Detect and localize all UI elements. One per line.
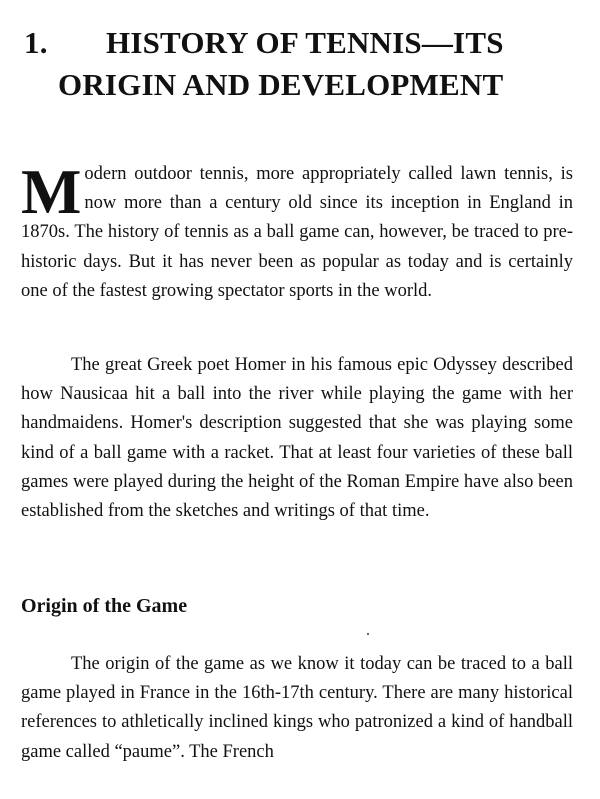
chapter-title bbox=[24, 22, 584, 106]
paragraph-2: The great Greek poet Homer in his famous epic Odyssey described how Nausicaa hit a ball into the river while playing the game with her handmaidens. Homer's description suggested that she was playing some kind of a ball game with a racket. That at least four varieties of these ball games were played during the height of the Roman Empire have also been established from the sketches and writings of that time. bbox=[21, 355, 573, 522]
paragraph-1-text: odern outdoor tennis, more appropriately called lawn tennis, is now more than a century old since its inception in England in 1870s. The history of tennis as a ball game can, however, be traced to pre-historic days. But it has never been as popular as today and is certainly one of the fastest growing spectator sports in the world. bbox=[21, 164, 573, 301]
drop-cap-letter: M bbox=[21, 156, 82, 227]
scan-speck bbox=[367, 633, 369, 635]
section-heading: Origin of the Game bbox=[21, 595, 188, 617]
chapter-title-line-1: HISTORY OF TENNIS—ITS bbox=[106, 25, 504, 60]
section-paragraph: The origin of the game as we know it today can be traced to a ball game played in France in the 16th-17th century. There are many historical references to athletically inclined kings who patronized a kind of handball game called “paume”. The French bbox=[21, 654, 573, 762]
paragraph-1 bbox=[21, 156, 573, 306]
chapter-number: 1. bbox=[24, 25, 48, 60]
chapter-title-line-2: ORIGIN AND DEVELOPMENT bbox=[58, 67, 504, 102]
